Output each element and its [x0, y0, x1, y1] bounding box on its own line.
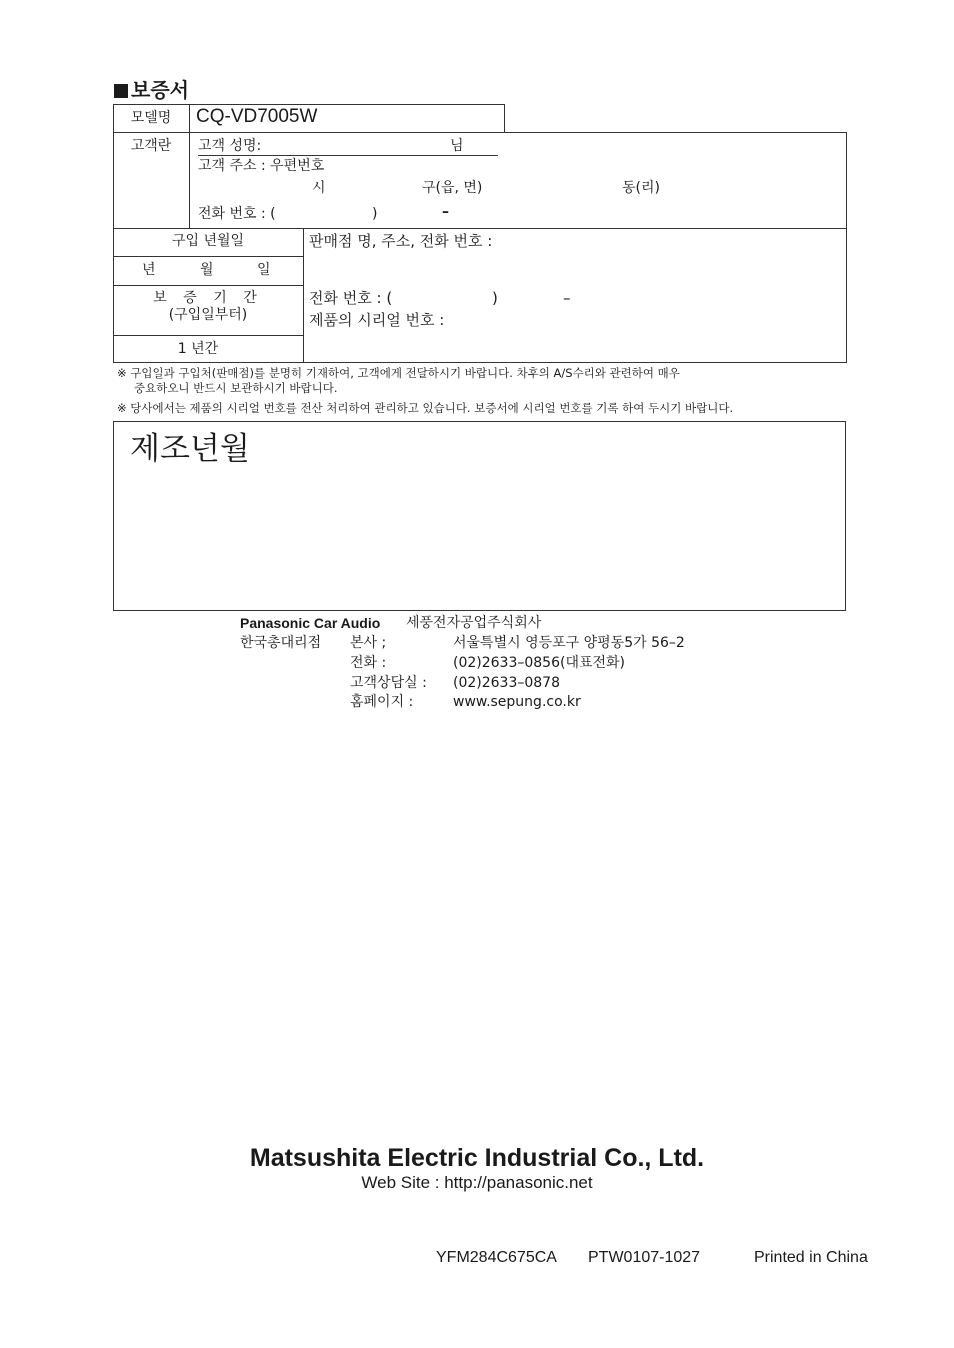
customer-dong: 동(리) — [622, 180, 660, 196]
dealer-phone-close: ) — [492, 289, 498, 307]
purchase-year: 년 — [142, 262, 156, 278]
customer-phone: 전화 번호 : ( — [198, 206, 276, 222]
agent-row-value: (02)2633–0856(대표전화) — [453, 655, 626, 671]
customer-address: 고객 주소 : 우편번호 — [198, 158, 325, 174]
agent-role: 한국총대리점 — [240, 635, 322, 651]
agent-row-value: (02)2633–0878 — [453, 675, 560, 691]
footer-printed: Printed in China — [754, 1249, 868, 1266]
customer-label: 고객란 — [130, 138, 172, 154]
purchase-line-3 — [113, 335, 303, 336]
customer-phone-dash: – — [442, 204, 449, 220]
black-square-icon — [114, 84, 128, 98]
agent-row-label: 홈페이지 : — [350, 694, 414, 710]
warranty-title: 보증서 — [131, 78, 189, 102]
purchase-line-1 — [113, 256, 303, 257]
footer-code-2: PTW0107-1027 — [588, 1249, 701, 1266]
agent-row-label: 전화 : — [350, 655, 387, 671]
dealer-phone: 전화 번호 : ( — [309, 289, 393, 307]
purchase-day: 일 — [257, 262, 271, 278]
customer-bottom-line — [113, 228, 847, 229]
footer-website: Web Site : http://panasonic.net — [361, 1173, 593, 1192]
purchase-date-label: 구입 년월일 — [171, 233, 245, 249]
customer-name: 고객 성명: — [198, 138, 262, 154]
warranty-period-label: 보 증 기 간 — [153, 290, 263, 306]
footer-code-1: YFM284C675CA — [436, 1249, 557, 1266]
model-label: 모델명 — [130, 110, 172, 126]
purchase-divider — [303, 228, 304, 363]
warranty-heading — [114, 78, 189, 102]
agent-row-label: 고객상담실 : — [350, 675, 427, 691]
dealer-serial: 제품의 시리얼 번호 : — [309, 311, 445, 329]
manufacture-label: 제조년월 — [130, 431, 250, 467]
note-1: ※ 구입일과 구입처(판매점)를 분명히 기재하여, 고객에게 전달하시기 바랍니다. 차후의 A/S수리와 관련하여 매우 — [117, 366, 680, 380]
note-2: ※ 당사에서는 제품의 시리얼 번호를 전산 처리하여 관리하고 있습니다. 보증서에 시리얼 번호를 기록 하여 두시기 바랍니다. — [117, 401, 734, 415]
customer-honorific: 님 — [450, 138, 464, 154]
dealer-phone-dash: – — [563, 289, 571, 307]
purchase-month: 월 — [200, 262, 214, 278]
customer-phone-close: ) — [372, 206, 378, 222]
agent-company: 세풍전자공업주식회사 — [406, 615, 542, 631]
agent-row-value: 서울특별시 영등포구 양평동5가 56–2 — [453, 635, 685, 651]
customer-city: 시 — [312, 180, 326, 196]
name-underline — [198, 155, 498, 156]
purchase-line-2 — [113, 285, 303, 286]
model-value: CQ-VD7005W — [196, 106, 318, 127]
footer-company: Matsushita Electric Industrial Co., Ltd. — [249, 1144, 705, 1172]
warranty-period-sub: (구입일부터) — [168, 307, 248, 323]
customer-district: 구(읍, 면) — [422, 180, 483, 196]
agent-row-label: 본사 ; — [350, 635, 387, 651]
dealer-label: 판매점 명, 주소, 전화 번호 : — [309, 232, 493, 250]
warranty-period-value: 1 년간 — [177, 341, 219, 357]
note-1-cont: 중요하오니 반드시 보관하시기 바랍니다. — [134, 381, 338, 395]
agent-brand: Panasonic Car Audio — [240, 615, 381, 631]
agent-row-value: www.sepung.co.kr — [453, 694, 581, 710]
